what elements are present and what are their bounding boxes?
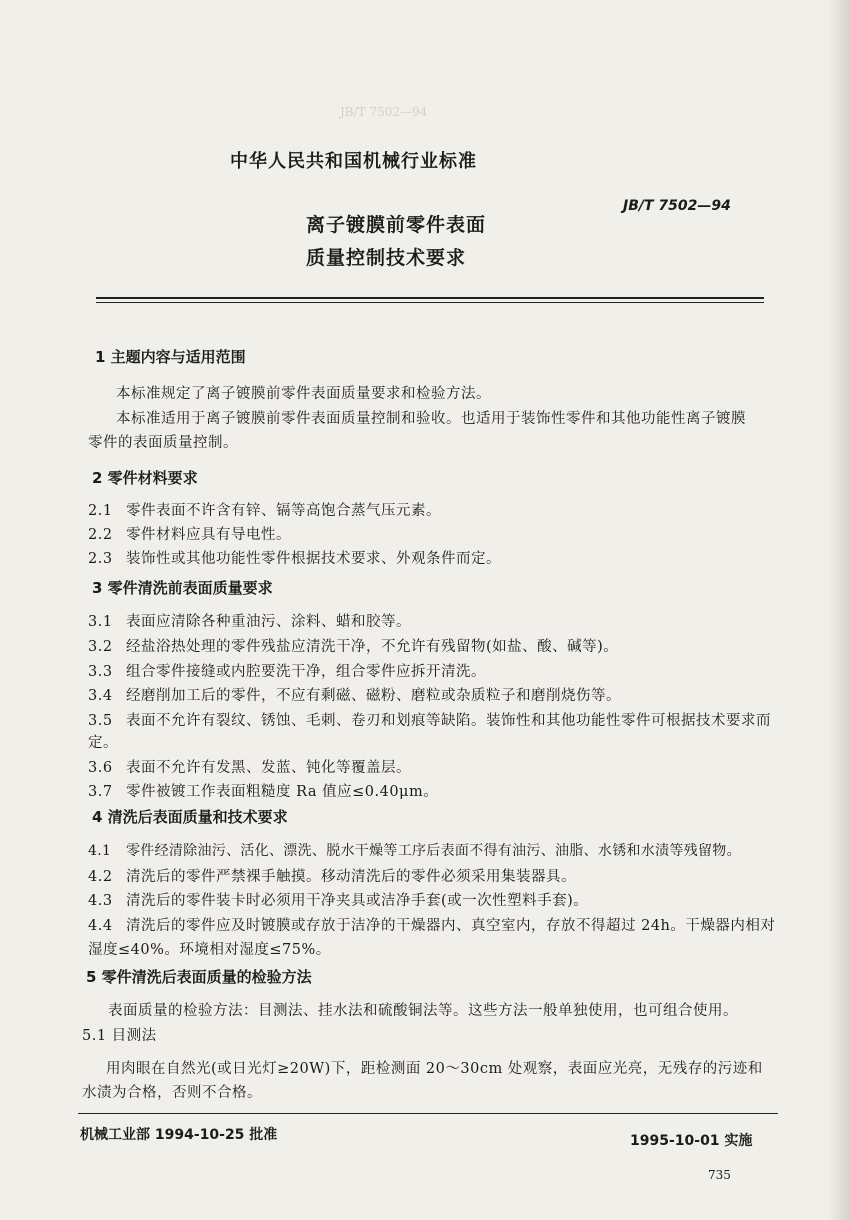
scan-edge-shadow [828,0,850,1220]
clause-text: 经盐浴热处理的零件残盐应清洗干净，不允许有残留物(如盐、酸、碱等)。 [126,639,619,655]
clause-text: 零件被镀工作表面粗糙度 Ra 值应≤0.40μm。 [126,784,439,800]
clause-3-3 [88,660,486,681]
clause-2-2 [88,523,291,544]
standard-code: JB/T 7502—94 [623,198,731,214]
clause-number: 4.4 [88,918,113,934]
clause-text: 装饰性或其他功能性零件根据技术要求、外观条件而定。 [126,551,501,567]
clause-text: 表面应清除各种重油污、涂料、蜡和胶等。 [126,614,411,630]
section-5-para-1: 表面质量的检验方法：目测法、挂水法和硫酸铜法等。这些方法一般单独使用，也可组合使用。 [108,1003,738,1019]
header-rule-top [96,297,764,299]
section-4-heading: 4 清洗后表面质量和技术要求 [92,808,288,826]
clause-text: 零件表面不许含有锌、镉等高饱合蒸气压元素。 [126,503,441,519]
section-1-heading: 1 主题内容与适用范围 [95,348,246,366]
clause-3-7 [88,780,438,801]
effective-date: 1995-10-01 实施 [630,1133,753,1149]
clause-2-1 [88,499,441,520]
section-3-heading: 3 零件清洗前表面质量要求 [92,579,273,597]
clause-text: 表面不允许有裂纹、锈蚀、毛刺、卷刃和划痕等缺陷。装饰性和其他功能性零件可根据技术要求而 [126,713,771,729]
section-5-1-para-cont: 水渍为合格，否则不合格。 [82,1085,262,1101]
section-1-para-2: 本标准适用于离子镀膜前零件表面质量控制和验收。也适用于装饰性零件和其他功能性离子镀膜 [116,411,746,427]
header-rule-bottom [96,302,764,303]
clause-text: 清洗后的零件装卡时必须用干净夹具或洁净手套(或一次性塑料手套)。 [126,893,589,909]
org-title: 中华人民共和国机械行业标准 [230,151,477,172]
page-number: 735 [708,1168,731,1182]
clause-4-2 [88,865,576,886]
clause-text: 表面不允许有发黑、发蓝、钝化等覆盖层。 [126,760,411,776]
clause-4-4 [88,914,775,935]
clause-number: 3.6 [88,760,113,776]
clause-number: 4.3 [88,893,113,909]
footer-rule [78,1113,778,1114]
clause-text: 经磨削加工后的零件，不应有剩磁、磁粉、磨粒或杂质粒子和磨削烧伤等。 [126,688,621,704]
section-5-1-para: 用肉眼在自然光(或日光灯≥20W)下，距检测面 20～30cm 处观察，表面应光亮，无残存的污迹和 [106,1061,763,1077]
clause-number: 4.2 [88,869,113,885]
section-2-heading: 2 零件材料要求 [92,469,198,487]
clause-4-4-cont: 湿度≤40%。环境相对湿度≤75%。 [88,942,331,958]
clause-number: 3.3 [88,664,113,680]
clause-3-2 [88,635,618,656]
title-line-1: 离子镀膜前零件表面 [306,214,487,236]
clause-number: 3.5 [88,713,113,729]
clause-text: 零件经清除油污、活化、漂洗、脱水干燥等工序后表面不得有油污、油脂、水锈和水渍等残留物。 [126,843,741,859]
clause-text: 组合零件接缝或内腔要洗干净，组合零件应拆开清洗。 [126,664,486,680]
section-1-para-2-cont: 零件的表面质量控制。 [88,435,238,451]
faint-header: JB/T 7502—94 [340,105,428,119]
clause-number: 4.1 [88,843,112,859]
section-5-heading: 5 零件清洗后表面质量的检验方法 [86,968,312,986]
clause-text: 清洗后的零件严禁裸手触摸。移动清洗后的零件必须采用集装器具。 [126,869,576,885]
clause-3-5 [88,709,771,730]
subsection-5-1-heading: 5.1 目测法 [82,1028,157,1044]
clause-number: 3.4 [88,688,113,704]
clause-number: 3.7 [88,784,113,800]
section-1-para-1: 本标准规定了离子镀膜前零件表面质量要求和检验方法。 [116,386,491,402]
clause-4-1 [88,840,741,860]
clause-3-5-cont: 定。 [88,735,118,751]
clause-number: 2.2 [88,527,113,543]
clause-number: 2.3 [88,551,113,567]
clause-text: 零件材料应具有导电性。 [126,527,291,543]
clause-2-3 [88,547,501,568]
clause-text: 清洗后的零件应及时镀膜或存放于洁净的干燥器内、真空室内，存放不得超过 24h。干燥器内相对 [126,918,776,934]
clause-3-1 [88,610,411,631]
clause-4-3 [88,889,588,910]
clause-number: 3.2 [88,639,113,655]
title-line-2: 质量控制技术要求 [306,247,467,269]
clause-number: 2.1 [88,503,113,519]
clause-number: 3.1 [88,614,113,630]
approval-date: 机械工业部 1994-10-25 批准 [80,1127,278,1143]
clause-3-6 [88,756,411,777]
clause-3-4 [88,684,621,705]
